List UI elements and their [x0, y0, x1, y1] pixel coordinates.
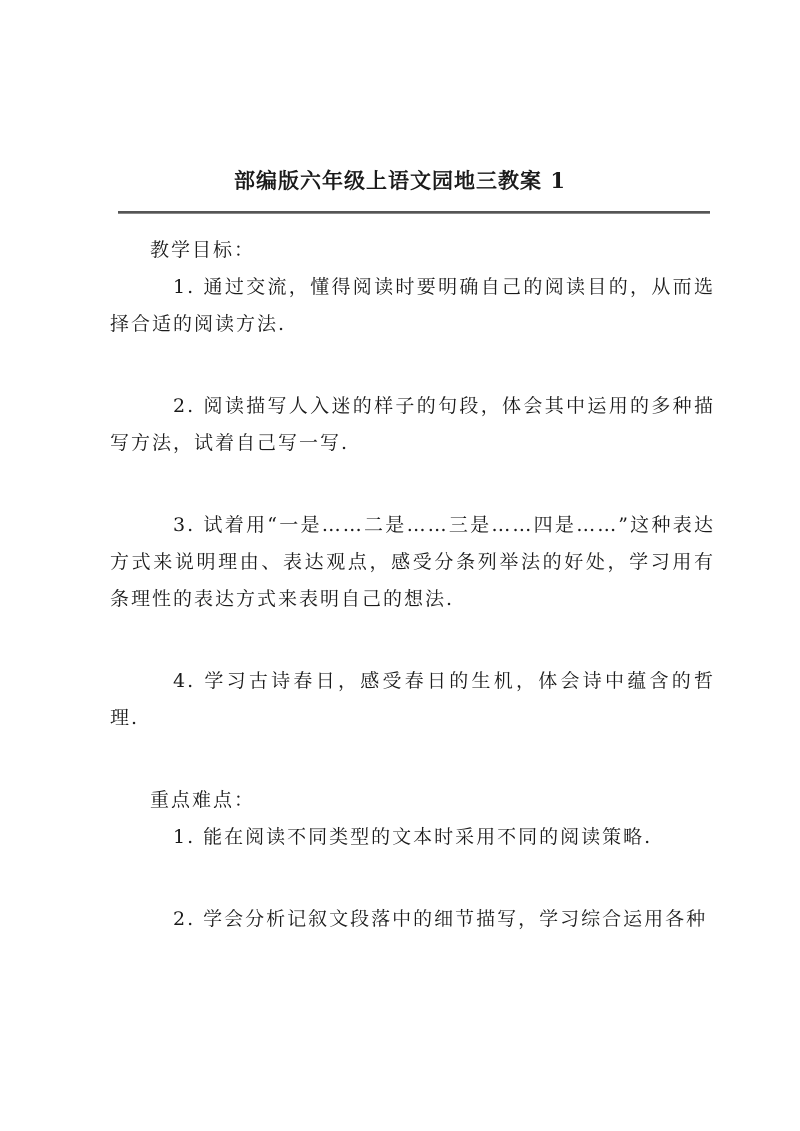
- objective-item-3: 3. 试着用“一是……二是……三是……四是……”这种表达方式来说明理由、表达观点，感受分条列举法的好处，学习用有条理性的表达方式来表明自己的想法.: [110, 514, 715, 610]
- document-title: 部编版六年级上语文园地三教案 1: [234, 168, 566, 193]
- keypoint-item-1: 1. 能在阅读不同类型的文本时采用不同的阅读策略.: [173, 826, 653, 848]
- keypoint-item-2: 2. 学会分析记叙文段落中的细节描写，学习综合运用各种: [173, 908, 708, 930]
- objective-item-4: 4. 学习古诗春日，感受春日的生机，体会诗中蕴含的哲理.: [110, 670, 715, 729]
- objective-item-2: 2. 阅读描写人入迷的样子的句段，体会其中运用的多种描写方法，试着自己写一写.: [110, 395, 715, 454]
- objective-item-1: 1. 通过交流，懂得阅读时要明确自己的阅读目的，从而选择合适的阅读方法.: [110, 276, 715, 335]
- objectives-heading: 教学目标：: [150, 239, 256, 261]
- document-body: [110, 232, 715, 938]
- keypoints-heading: 重点难点：: [150, 789, 256, 811]
- title-divider: [118, 211, 710, 214]
